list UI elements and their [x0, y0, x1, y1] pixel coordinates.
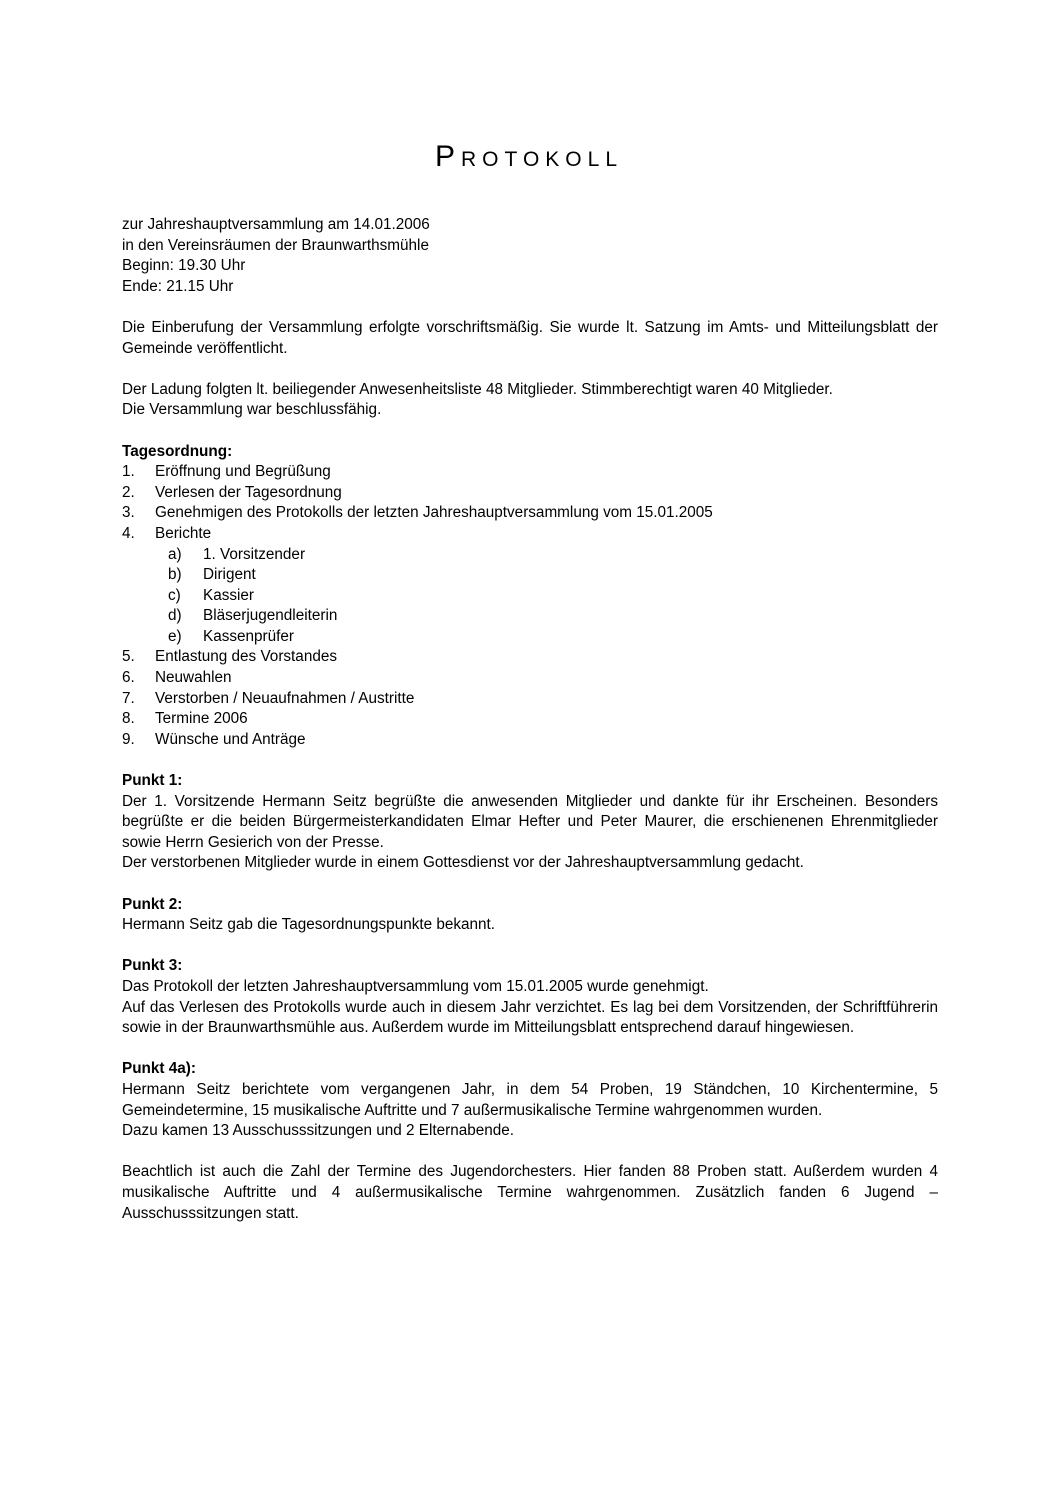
agenda-item-marker: 3.: [122, 504, 135, 522]
agenda-subitem-marker: b): [168, 566, 182, 584]
agenda-item: [122, 689, 938, 710]
agenda-subitem-label: Dirigent: [203, 566, 256, 584]
section-paragraph: Hermann Seitz gab die Tagesordnungspunkte bekannt.: [122, 916, 496, 934]
agenda-subitem-marker: e): [168, 627, 182, 645]
agenda-item-marker: 6.: [122, 669, 135, 687]
section-paragraph: Der verstorbenen Mitglieder wurde in einem Gottesdienst vor der Jahreshauptversammlung gedacht.: [122, 854, 804, 872]
agenda-sublist: [155, 545, 938, 648]
agenda-item: [122, 483, 938, 504]
spacer: [122, 359, 938, 380]
agenda-subitem-marker: d): [168, 607, 182, 625]
agenda-item: [122, 647, 938, 668]
agenda-item-label: Eröffnung und Begrüßung: [155, 463, 331, 481]
agenda-subitem-marker: c): [168, 586, 181, 604]
section-paragraph: Der 1. Vorsitzende Hermann Seitz begrüßte die anwesenden Mitglieder und dankte für ihr Erscheinen. Besonders begrüßte er die beiden Bürgermeisterkandidaten Elmar Hefter und Peter Maurer, die erschienenen Ehrenmitglieder sowie Herrn Gesierich von der Presse.: [122, 792, 938, 851]
agenda-item-label: Berichte: [155, 524, 212, 542]
agenda-heading: Tagesordnung:: [122, 442, 233, 460]
agenda-subitem: [168, 586, 938, 607]
section-paragraph: Dazu kamen 13 Ausschusssitzungen und 2 Elternabende.: [122, 1122, 515, 1140]
meeting-header-line: in den Vereinsräumen der Braunwarthsmühle: [122, 236, 429, 254]
agenda-item-label: Verlesen der Tagesordnung: [155, 483, 342, 501]
agenda-item: [122, 503, 938, 524]
agenda-item-marker: 8.: [122, 710, 135, 728]
agenda-subitem: [168, 606, 938, 627]
meeting-header-line: zur Jahreshauptversammlung am 14.01.2006: [122, 216, 430, 233]
page-title: Protokoll: [435, 140, 623, 174]
agenda-item-marker: 9.: [122, 730, 135, 748]
section-paragraph: Das Protokoll der letzten Jahreshauptversammlung vom 15.01.2005 wurde genehmigt.: [122, 977, 709, 995]
agenda-item-label: Neuwahlen: [155, 669, 232, 687]
agenda-item: [122, 668, 938, 689]
agenda-subitem-label: Kassier: [203, 586, 255, 604]
agenda-subitem: [168, 627, 938, 648]
spacer: [122, 750, 938, 771]
agenda-list: [122, 462, 938, 750]
agenda-item-label: Genehmigen des Protokolls der letzten Jahreshauptversammlung vom 15.01.2005: [155, 504, 713, 522]
agenda-item-marker: 5.: [122, 648, 135, 666]
agenda-subitem: [168, 545, 938, 566]
agenda-subitem: [168, 565, 938, 586]
agenda-subitem-label: Bläserjugendleiterin: [203, 607, 338, 625]
agenda-item: [122, 462, 938, 483]
agenda-subitem-label: Kassenprüfer: [203, 627, 294, 645]
agenda-item-label: Wünsche und Anträge: [155, 730, 306, 748]
section-heading-punkt-2: Punkt 2:: [122, 895, 183, 913]
agenda-item-label: Entlastung des Vorstandes: [155, 648, 337, 666]
spacer: [122, 874, 938, 895]
section-heading-punkt-4a: Punkt 4a):: [122, 1060, 196, 1078]
meeting-header-block: [122, 215, 938, 297]
section-heading-punkt-1: Punkt 1:: [122, 772, 183, 790]
meeting-header-line: Beginn: 19.30 Uhr: [122, 257, 246, 275]
spacer: [122, 297, 938, 318]
spacer: [122, 1142, 938, 1163]
meeting-header-line: Ende: 21.15 Uhr: [122, 277, 234, 295]
quorum-line: Die Versammlung war beschlussfähig.: [122, 401, 382, 419]
section-paragraph: Hermann Seitz berichtete vom vergangenen Jahr, in dem 54 Proben, 19 Ständchen, 10 Kirchentermine, 5 Gemeindetermine, 15 musikalische Auftritte und 7 außermusikalische Termine wahrgenommen wurden.: [122, 1080, 938, 1119]
agenda-item-label: Termine 2006: [155, 710, 248, 728]
spacer: [122, 936, 938, 957]
section-paragraph: Auf das Verlesen des Protokolls wurde auch in diesem Jahr verzichtet. Es lag bei dem Vorsitzenden, der Schriftführerin sowie in der Braunwarthsmühle aus. Außerdem wurde im Mitteilungsblatt entsprechend darauf hingewiesen.: [122, 998, 938, 1037]
agenda-item-marker: 7.: [122, 689, 135, 707]
closing-paragraph: Beachtlich ist auch die Zahl der Termine des Jugendorchesters. Hier fanden 88 Proben statt. Außerdem wurden 4 musikalische Auftritte und 4 außermusikalische Termine wahrgenommen. Zusätzlich fanden 6 Jugend – Ausschusssitzungen statt.: [122, 1163, 938, 1222]
agenda-item: [122, 730, 938, 751]
section-heading-punkt-3: Punkt 3:: [122, 957, 183, 975]
spacer: [122, 1039, 938, 1060]
agenda-item: [122, 709, 938, 730]
intro-paragraph: Die Einberufung der Versammlung erfolgte vorschriftsmäßig. Sie wurde lt. Satzung im Amts- und Mitteilungsblatt der Gemeinde veröffentlicht.: [122, 318, 938, 357]
agenda-item: [122, 524, 938, 648]
agenda-item-marker: 2.: [122, 483, 135, 501]
agenda-subitem-label: 1. Vorsitzender: [203, 545, 306, 563]
document-body: [122, 215, 938, 1224]
attendance-paragraph: Der Ladung folgten lt. beiliegender Anwesenheitsliste 48 Mitglieder. Stimmberechtigt waren 40 Mitglieder.: [122, 380, 833, 398]
agenda-item-label: Verstorben / Neuaufnahmen / Austritte: [155, 689, 415, 707]
spacer: [122, 421, 938, 442]
agenda-item-marker: 1.: [122, 463, 135, 481]
agenda-item-marker: 4.: [122, 524, 135, 542]
agenda-subitem-marker: a): [168, 545, 182, 563]
